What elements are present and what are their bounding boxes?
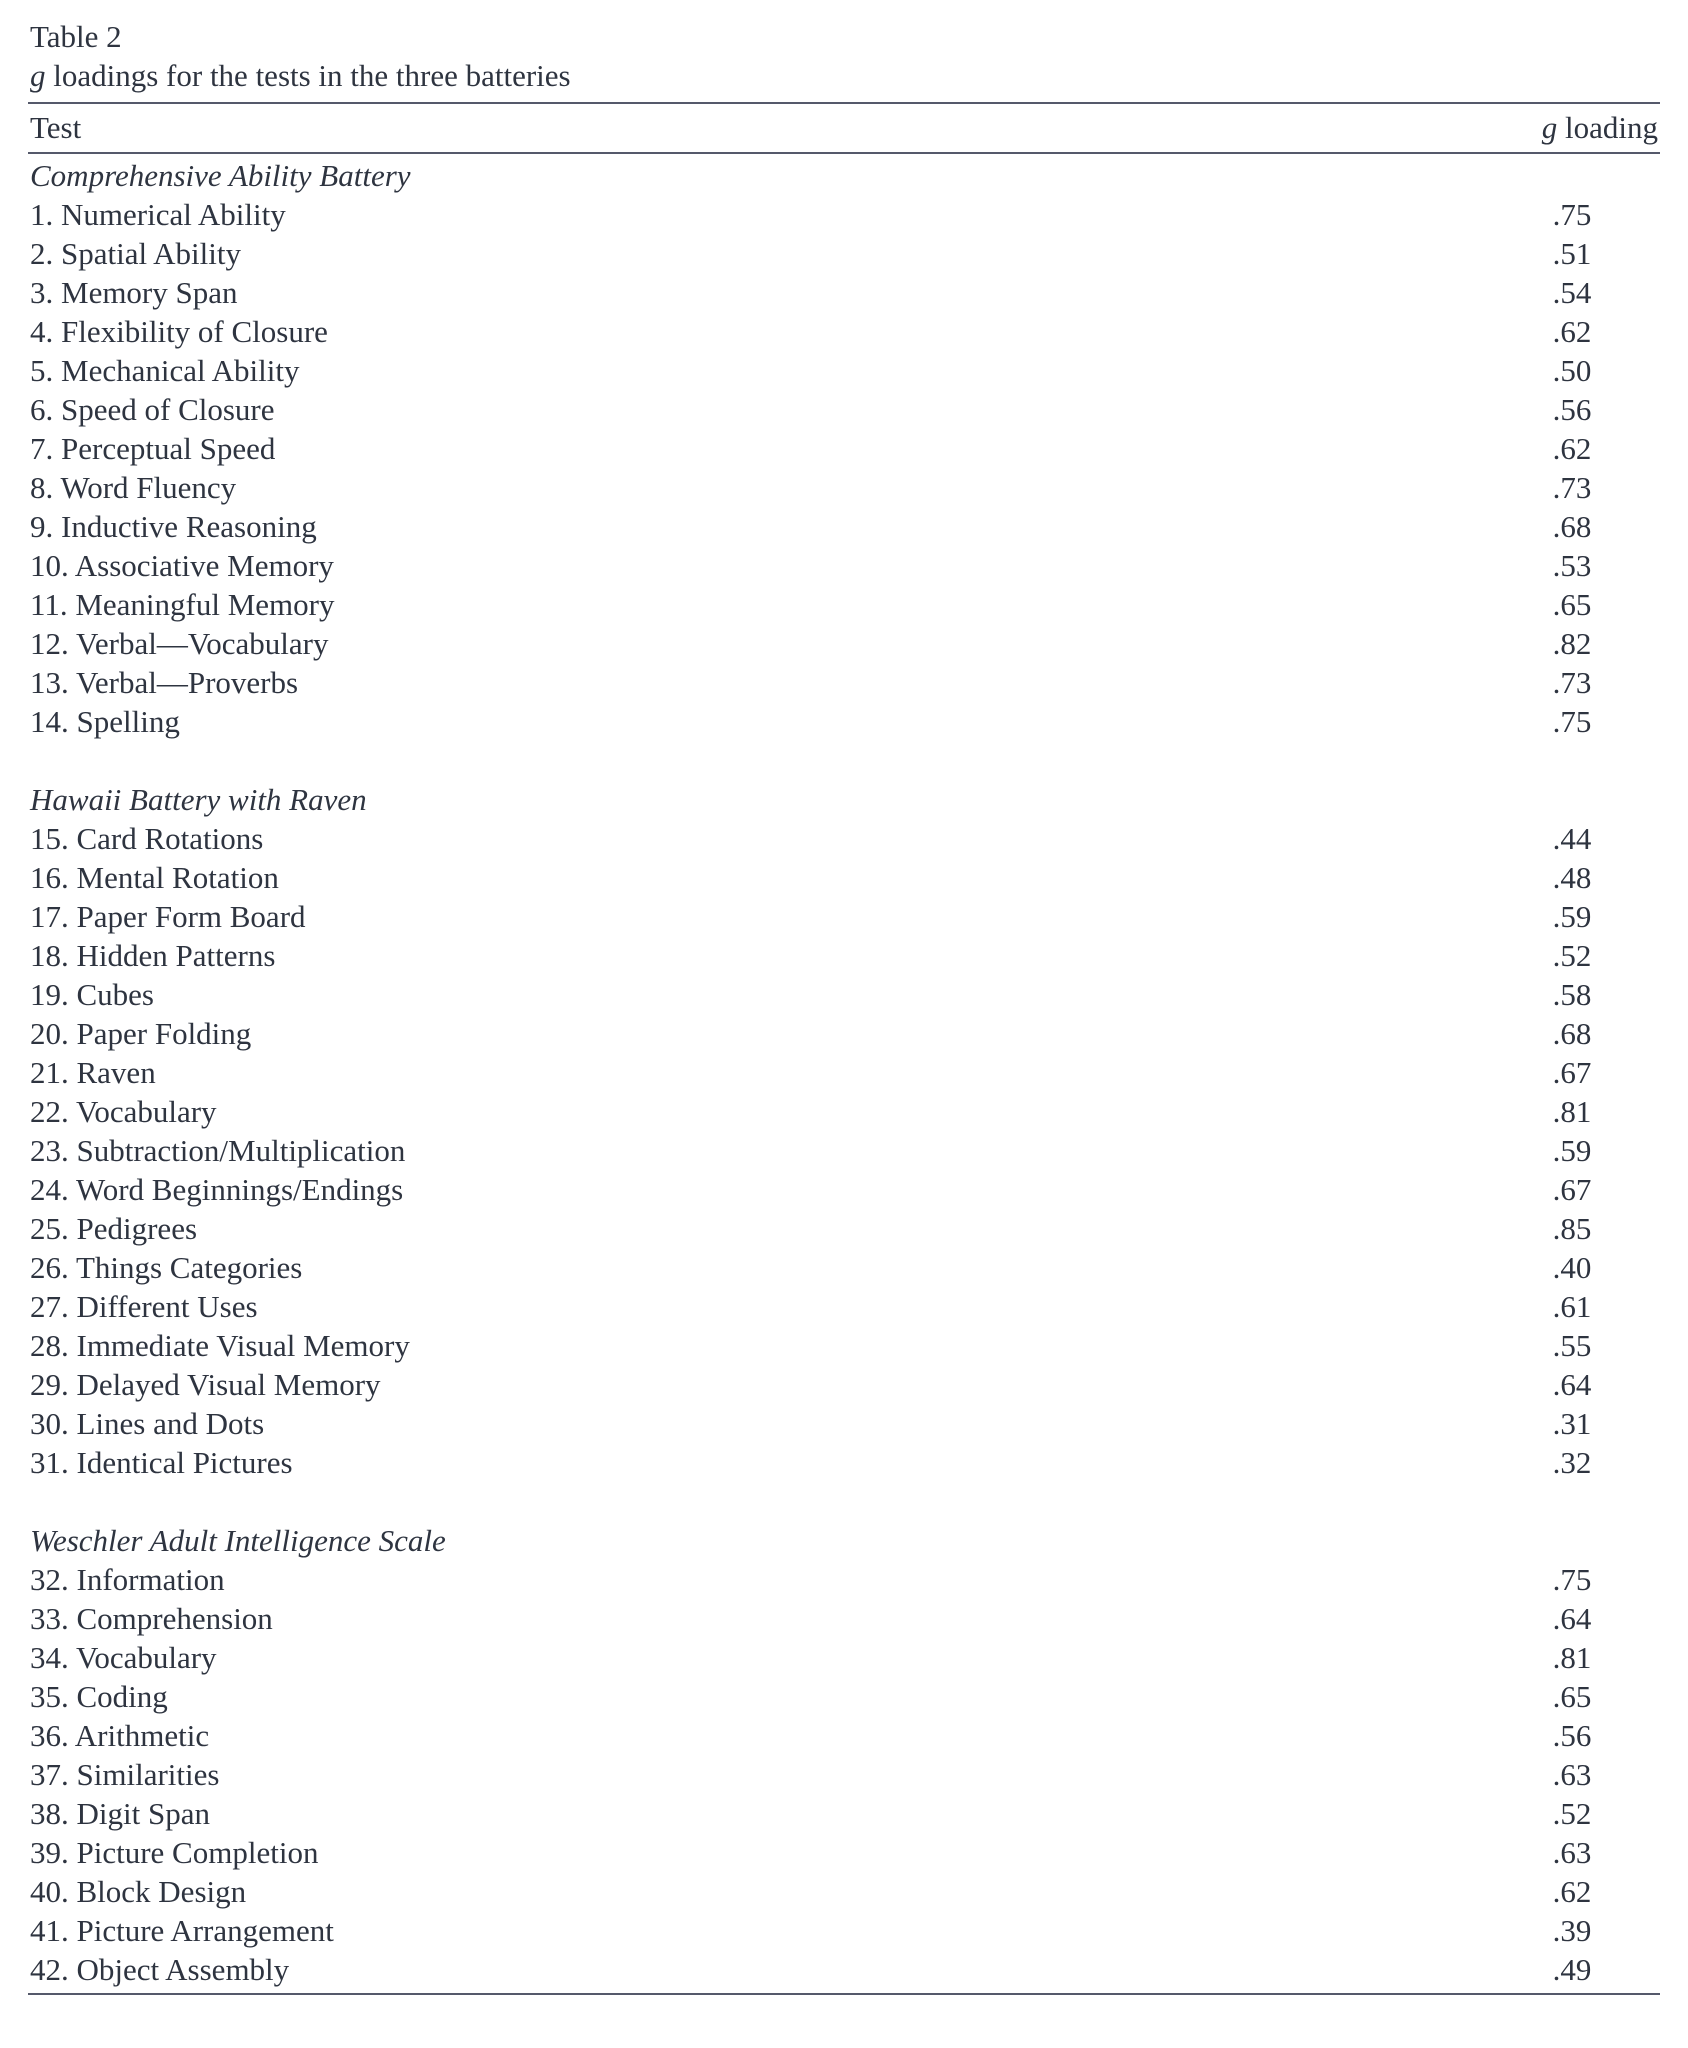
test-name: 7. Perceptual Speed [30, 431, 276, 466]
test-name: 30. Lines and Dots [30, 1406, 265, 1441]
table-row [28, 390, 1660, 429]
g-loading-value: .56 [1552, 392, 1592, 427]
test-name: 40. Block Design [30, 1874, 247, 1909]
table-row [28, 1443, 1660, 1482]
table-body [28, 154, 1660, 1989]
g-loading-value: .31 [1552, 1406, 1592, 1441]
table-row [28, 1794, 1660, 1833]
g-loading-value: .68 [1552, 509, 1592, 544]
table-row [28, 1560, 1660, 1599]
g-loading-value: .32 [1552, 1445, 1592, 1480]
section-title: Hawaii Battery with Raven [30, 782, 367, 817]
g-loading-value: .55 [1552, 1328, 1592, 1363]
table-row [28, 1833, 1660, 1872]
test-name: 8. Word Fluency [30, 470, 237, 505]
g-loading-value: .67 [1552, 1055, 1592, 1090]
table-row [28, 585, 1660, 624]
table-row [28, 624, 1660, 663]
test-name: 31. Identical Pictures [30, 1445, 293, 1480]
g-loading-value: .63 [1552, 1757, 1592, 1792]
table-row [28, 1911, 1660, 1950]
test-name: 28. Immediate Visual Memory [30, 1328, 410, 1363]
table-row [28, 312, 1660, 351]
g-loading-value: .73 [1552, 470, 1592, 505]
table-row [28, 1014, 1660, 1053]
test-name: 23. Subtraction/Multiplication [30, 1133, 406, 1168]
test-name: 16. Mental Rotation [30, 860, 279, 895]
table-row [28, 1638, 1660, 1677]
test-name: 19. Cubes [30, 977, 154, 1012]
g-loading-value: .68 [1552, 1016, 1592, 1051]
g-loading-value: .82 [1552, 626, 1592, 661]
g-loading-value: .75 [1552, 197, 1592, 232]
rule-bottom [28, 1993, 1660, 1995]
table-caption-g-symbol: g [30, 58, 46, 93]
g-loading-value: .65 [1552, 1679, 1592, 1714]
g-loading-value: .48 [1552, 860, 1592, 895]
test-name: 22. Vocabulary [30, 1094, 217, 1129]
test-name: 35. Coding [30, 1679, 168, 1714]
test-name: 21. Raven [30, 1055, 156, 1090]
table-row [28, 663, 1660, 702]
g-loading-value: .49 [1552, 1952, 1592, 1987]
test-name: 32. Information [30, 1562, 225, 1597]
g-loading-value: .51 [1552, 236, 1592, 271]
table-row [28, 1131, 1660, 1170]
column-header-loading-text: loading [1557, 110, 1658, 145]
g-loading-value: .53 [1552, 548, 1592, 583]
test-name: 24. Word Beginnings/Endings [30, 1172, 404, 1207]
g-loading-value: .67 [1552, 1172, 1592, 1207]
g-loading-value: .58 [1552, 977, 1592, 1012]
test-name: 6. Speed of Closure [30, 392, 275, 427]
g-loading-value: .62 [1552, 314, 1592, 349]
test-name: 3. Memory Span [30, 275, 238, 310]
test-name: 1. Numerical Ability [30, 197, 286, 232]
table-row [28, 234, 1660, 273]
table-number: Table 2 [30, 19, 122, 54]
table-row [28, 975, 1660, 1014]
table-row [28, 1950, 1660, 1989]
table-row [28, 702, 1660, 741]
test-name: 26. Things Categories [30, 1250, 303, 1285]
column-header-g-symbol: g [1541, 110, 1558, 145]
test-name: 2. Spatial Ability [30, 236, 241, 271]
test-name: 42. Object Assembly [30, 1952, 290, 1987]
test-name: 18. Hidden Patterns [30, 938, 276, 973]
test-name: 29. Delayed Visual Memory [30, 1367, 381, 1402]
test-name: 38. Digit Span [30, 1796, 210, 1831]
g-loading-value: .56 [1552, 1718, 1592, 1753]
test-name: 15. Card Rotations [30, 821, 264, 856]
g-loading-value: .40 [1552, 1250, 1592, 1285]
g-loading-value: .44 [1552, 821, 1592, 856]
g-loading-value: .54 [1552, 275, 1592, 310]
g-loading-value: .61 [1552, 1289, 1592, 1324]
table-row [28, 858, 1660, 897]
table-caption [28, 56, 1660, 96]
column-header-test: Test [30, 110, 82, 145]
test-name: 13. Verbal—Proverbs [30, 665, 299, 700]
table-row [28, 1872, 1660, 1911]
test-name: 14. Spelling [30, 704, 180, 739]
table-row [28, 897, 1660, 936]
g-loading-value: .59 [1552, 899, 1592, 934]
section-spacer [28, 1482, 1660, 1521]
table-header-row [28, 104, 1660, 152]
g-loading-value: .50 [1552, 353, 1592, 388]
table-row [28, 195, 1660, 234]
table-row [28, 1287, 1660, 1326]
table-row [28, 351, 1660, 390]
test-name: 37. Similarities [30, 1757, 220, 1792]
table-row [28, 819, 1660, 858]
test-name: 20. Paper Folding [30, 1016, 252, 1051]
test-name: 33. Comprehension [30, 1601, 273, 1636]
g-loading-value: .52 [1552, 1796, 1592, 1831]
test-name: 17. Paper Form Board [30, 899, 306, 934]
g-loading-value: .63 [1552, 1835, 1592, 1870]
section-spacer [28, 741, 1660, 780]
test-name: 5. Mechanical Ability [30, 353, 300, 388]
g-loading-value: .62 [1552, 1874, 1592, 1909]
table-row [28, 1677, 1660, 1716]
g-loading-value: .85 [1552, 1211, 1592, 1246]
table-row [28, 1209, 1660, 1248]
test-name: 34. Vocabulary [30, 1640, 217, 1675]
test-name: 36. Arithmetic [30, 1718, 210, 1753]
test-name: 4. Flexibility of Closure [30, 314, 328, 349]
table-row [28, 468, 1660, 507]
g-loading-value: .65 [1552, 587, 1592, 622]
table-row [28, 1404, 1660, 1443]
test-name: 25. Pedigrees [30, 1211, 198, 1246]
test-name: 39. Picture Completion [30, 1835, 319, 1870]
g-loading-value: .75 [1552, 704, 1592, 739]
test-name: 10. Associative Memory [30, 548, 334, 583]
column-header-g-loading [1542, 104, 1660, 152]
table-row [28, 1170, 1660, 1209]
table-row [28, 1365, 1660, 1404]
test-name: 9. Inductive Reasoning [30, 509, 317, 544]
test-name: 27. Different Uses [30, 1289, 258, 1324]
table-row [28, 1248, 1660, 1287]
g-loading-value: .52 [1552, 938, 1592, 973]
table-row [28, 1092, 1660, 1131]
g-loading-value: .64 [1552, 1601, 1592, 1636]
g-loading-value: .81 [1552, 1640, 1592, 1675]
g-loading-value: .64 [1552, 1367, 1592, 1402]
table-row [28, 1755, 1660, 1794]
table-caption-text: loadings for the tests in the three batteries [45, 58, 571, 93]
g-loading-value: .73 [1552, 665, 1592, 700]
g-loading-value: .59 [1552, 1133, 1592, 1168]
section-title: Weschler Adult Intelligence Scale [30, 1523, 446, 1558]
test-name: 41. Picture Arrangement [30, 1913, 334, 1948]
table-row [28, 1599, 1660, 1638]
table-row [28, 1716, 1660, 1755]
test-name: 12. Verbal—Vocabulary [30, 626, 329, 661]
table-row [28, 1053, 1660, 1092]
g-loading-value: .81 [1552, 1094, 1592, 1129]
table-row [28, 429, 1660, 468]
g-loading-value: .39 [1552, 1913, 1592, 1948]
test-name: 11. Meaningful Memory [30, 587, 335, 622]
g-loading-value: .62 [1552, 431, 1592, 466]
table-row [28, 936, 1660, 975]
section-title: Comprehensive Ability Battery [30, 158, 411, 193]
table-row [28, 273, 1660, 312]
table-row [28, 507, 1660, 546]
table-row [28, 1326, 1660, 1365]
table-row [28, 546, 1660, 585]
g-loading-value: .75 [1552, 1562, 1592, 1597]
